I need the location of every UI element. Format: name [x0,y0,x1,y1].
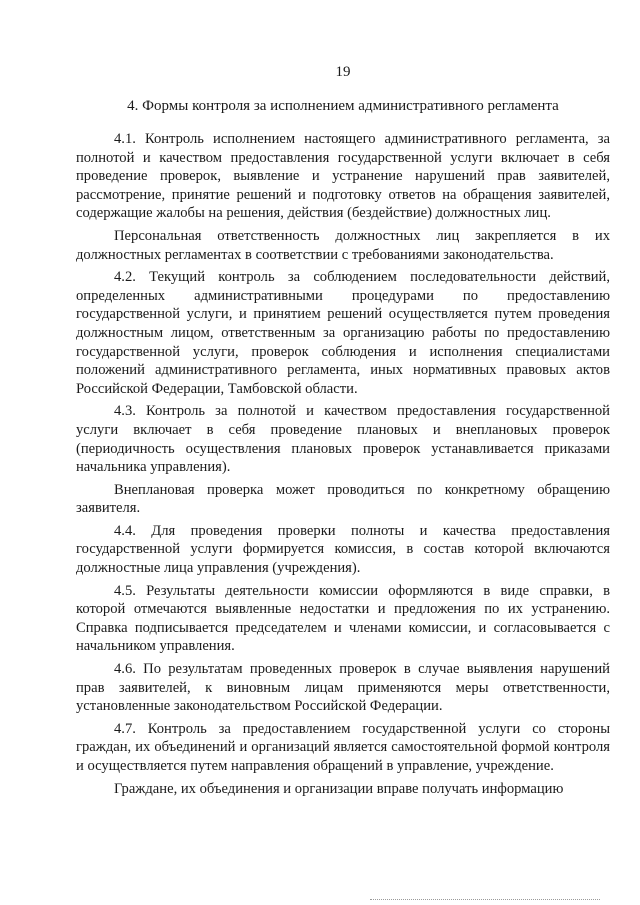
paragraph: 4.6. По результатам проведенных проверок в случае выявления нарушений прав заявителей, к виновным лицам применяются меры ответственности, установленные законодательством Российской Федерации. [76,661,610,715]
paragraph: Граждане, их объединения и организации вправе получать информацию [114,780,564,797]
paragraph: 4.5. Результаты деятельности комиссии оформляются в виде справки, в которой отмечаются выявленные недостатки и предложения по их устранению. Справка подписывается председателем и членами комиссии, и согласовывается с начальником управления. [76,582,610,655]
paragraph: 4.4. Для проведения проверки полноты и качества предоставления государственной услуги формируется комиссия, в состав которой включаются должностные лица управления (учреждения). [76,522,610,577]
paragraph: 4.7. Контроль за предоставлением государственной услуги со стороны граждан, их объединений и организаций является самостоятельной формой контроля и осуществляется путем направления обращений в управление, учреждение. [76,720,610,774]
section-heading: 4. Формы контроля за исполнением административного регламента [127,98,559,114]
paragraph: Персональная ответственность должностных лиц закрепляется в их должностных регламентах в соответствии с требованиями законодательства. [76,227,610,263]
paragraph: 4.2. Текущий контроль за соблюдением последовательности действий, определенных административными процедурами по предоставлению государственной услуги, и принятием решений осуществляется путем проведения должностным лицом, ответственным за организацию работы по предоставлению государственной услуги, проверок соблюдения и исполнения специалистами положений административного регламента, иных нормативных правовых актов Российской Федерации, Тамбовской области. [76,269,610,397]
paragraph: 4.3. Контроль за полнотой и качеством предоставления государственной услуги включает в себя проведение плановых и внеплановых проверок (периодичность осуществления плановых проверок устанавливается приказами начальника управления). [76,403,610,476]
paragraph: 4.1. Контроль исполнением настоящего административного регламента, за полнотой и качеством предоставления государственной услуги включает в себя проведение проверок, выявление и устранение нарушений прав заявителей, рассмотрение, принятие решений и подготовку ответов на обращения заявителей, содержащие жалобы на решения, действия (бездействие) должностных лиц. [76,131,610,222]
page-number: 19 [335,64,351,80]
scan-artifact [370,899,600,903]
paragraph: Внеплановая проверка может проводиться по конкретному обращению заявителя. [76,481,610,517]
